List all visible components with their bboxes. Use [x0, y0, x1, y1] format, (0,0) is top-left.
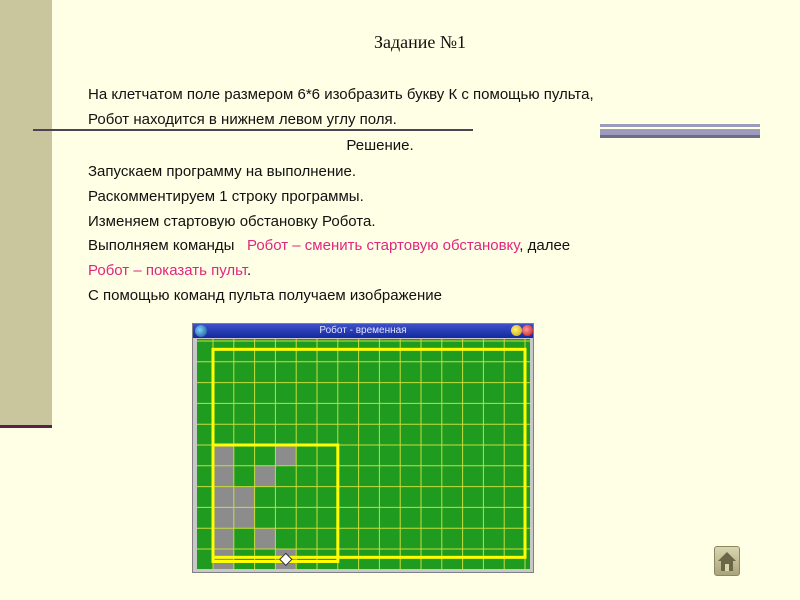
step-2: Раскомментируем 1 строку программы.: [88, 188, 364, 205]
title-rule-right: [600, 124, 760, 138]
step-5-suffix: .: [247, 262, 252, 279]
close-icon[interactable]: [522, 325, 533, 336]
filled-cell: [255, 528, 276, 549]
filled-cell: [213, 549, 234, 569]
robot-window-title: Робот - временная: [319, 325, 407, 336]
title-rule-left: [33, 129, 473, 131]
filled-cell: [275, 445, 296, 466]
step-6: С помощью команд пульта получаем изображение: [88, 287, 442, 304]
field-background: [197, 339, 530, 569]
slide-title: Задание №1: [373, 32, 467, 52]
step-5: [88, 262, 251, 279]
home-icon: [715, 547, 739, 575]
left-decor-band: [0, 0, 52, 425]
minimize-icon[interactable]: [511, 325, 522, 336]
step-4-prefix: Выполняем команды: [88, 237, 235, 254]
step-3: Изменяем стартовую обстановку Робота.: [88, 213, 376, 230]
step-4-suffix: , далее: [519, 237, 571, 254]
filled-cell: [255, 466, 276, 487]
robot-window: [192, 323, 534, 573]
left-decor-underline: [0, 425, 52, 428]
robot-field: [197, 339, 530, 569]
filled-cell: [234, 507, 255, 528]
solution-heading: Решение.: [346, 137, 414, 154]
robot-window-titlebar[interactable]: [193, 324, 533, 338]
filled-cell: [213, 507, 234, 528]
filled-cell: [213, 466, 234, 487]
step-1: Запускаем программу на выполнение.: [88, 163, 357, 180]
task-line-1: На клетчатом поле размером 6*6 изобразить букву К с помощью пульта,: [88, 86, 594, 103]
filled-cell: [213, 528, 234, 549]
filled-cell: [213, 445, 234, 466]
step-5-link[interactable]: Робот – показать пульт: [88, 262, 248, 279]
step-4-link[interactable]: Робот – сменить стартовую обстановку: [246, 237, 520, 254]
home-button[interactable]: [714, 546, 740, 576]
filled-cell: [213, 487, 234, 508]
app-icon[interactable]: [195, 325, 207, 337]
filled-cell: [234, 487, 255, 508]
task-line-2: Робот находится в нижнем левом углу поля.: [88, 111, 397, 128]
step-4: [88, 237, 570, 254]
